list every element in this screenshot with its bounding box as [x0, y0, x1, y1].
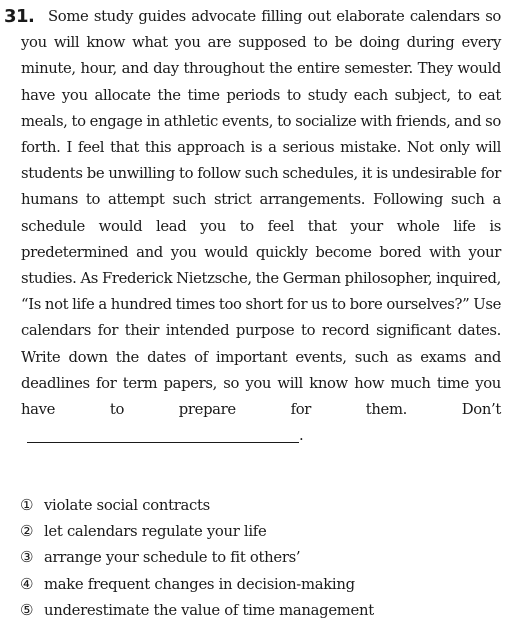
option-text-4: make frequent changes in decision-making	[44, 575, 355, 593]
blank-period: .	[299, 427, 304, 445]
option-marker-4: ④	[20, 574, 34, 593]
option-3[interactable]	[20, 544, 374, 570]
answer-options	[20, 492, 374, 623]
option-text-5: underestimate the value of time management	[44, 601, 374, 619]
option-marker-1: ①	[20, 496, 34, 514]
option-text-2: let calendars regulate your life	[44, 523, 267, 541]
option-5[interactable]	[20, 597, 374, 623]
option-1[interactable]	[20, 492, 374, 518]
answer-blank	[27, 426, 299, 443]
option-text-3: arrange your schedule to fit others’	[44, 549, 301, 567]
option-marker-2: ②	[20, 522, 34, 541]
option-2[interactable]	[20, 518, 374, 544]
option-text-1: violate social contracts	[44, 497, 210, 514]
question-number: 31.	[4, 6, 35, 27]
passage-text	[21, 4, 501, 449]
option-marker-5: ⑤	[20, 600, 34, 619]
passage-body: Some study guides advocate filling out elaborate calendars so you will know what you are supposed to be doing during every minute, hour, and day throughout the entire semester. They would have you allocate the time periods to study each subject, to eat meals, to engage in athletic events, to socialize with friends, and so forth. I feel that this approach is a serious mistake. Not only will students be unwilling to follow such schedules, it is undesirable for humans to attempt such strict arrangements. Following such a schedule would lead you to feel that your whole life is predetermined and you would quickly become bored with your studies. As Frederick Nietzsche, the German philosopher, inquired, “Is not life a hundred times too short for us to bore ourselves?” Use calendars for their intended purpose to record significant dates. Write down the dates of important events, such as exams and deadlines for term papers, so you will know how much time you have to prepare for them. Don’t	[21, 8, 501, 419]
option-marker-3: ③	[20, 548, 34, 567]
option-4[interactable]	[20, 571, 374, 597]
